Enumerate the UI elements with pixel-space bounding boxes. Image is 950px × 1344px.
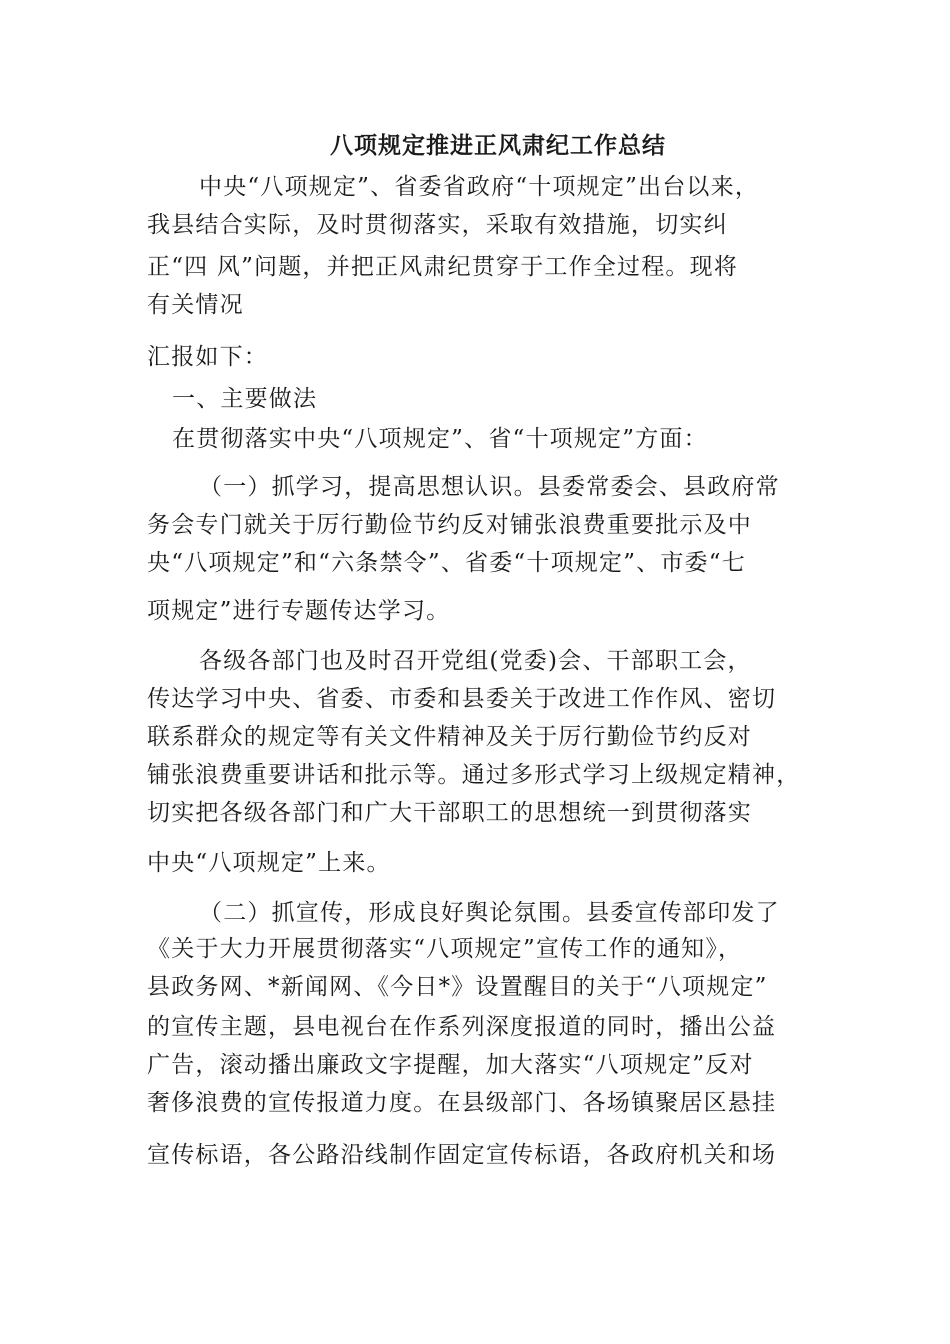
paragraph-line: 的宣传主题，县电视台在作系列深度报道的同时，播出公益: [147, 1014, 777, 1040]
paragraph-line: 宣传标语，各公路沿线制作固定宣传标语，各政府机关和场: [147, 1142, 777, 1168]
paragraph-line: 联系群众的规定等有关文件精神及关于厉行勤俭节约反对: [147, 724, 752, 750]
document-title: 八项规定推进正风肃纪工作总结: [330, 132, 666, 159]
paragraph-line: 铺张浪费重要讲话和批示等。通过多形式学习上级规定精神，: [147, 762, 801, 788]
subsection-heading-2: （二）抓宣传，形成良好舆论氛围。县委宣传部印发了: [199, 900, 780, 926]
paragraph-line: 汇报如下：: [147, 344, 268, 370]
paragraph-line: 项规定”进行专题传达学习。: [147, 598, 451, 624]
paragraph-line: 县政务网、*新闻网、《今日*》设置醒目的关于“八项规定”: [147, 974, 768, 1000]
paragraph-line: 我县结合实际，及时贯彻落实，采取有效措施，切实纠: [147, 212, 728, 238]
paragraph-line: 广告，滚动播出廉政文字提醒，加大落实“八项规定”反对: [147, 1052, 754, 1078]
paragraph-line: 在贯彻落实中央“八项规定”、省“十项规定”方面：: [172, 426, 708, 452]
paragraph-line: 中央“八项规定”上来。: [147, 850, 391, 876]
paragraph-line: 央“八项规定”和“六条禁令”、省委“十项规定”、市委“七: [147, 550, 746, 576]
paragraph-line: 切实把各级各部门和广大干部职工的思想统一到贯彻落实: [147, 800, 752, 826]
paragraph-line: 中央“八项规定”、省委省政府“十项规定”出台以来，: [199, 174, 760, 200]
paragraph-line: 各级各部门也及时召开党组(党委)会、干部职工会，: [199, 648, 752, 674]
paragraph-line: 传达学习中央、省委、市委和县委关于改进工作作风、密切: [147, 686, 777, 712]
paragraph-line: 《关于大力开展贯彻落实“八项规定”宣传工作的通知》，: [147, 936, 743, 962]
paragraph-line: 正“四 风”问题，并把正风肃纪贯穿于工作全过程。现将: [147, 254, 739, 280]
section-heading: 一、主要做法: [172, 386, 318, 412]
paragraph-line: 有关情况: [147, 292, 244, 318]
paragraph-line: 务会专门就关于厉行勤俭节约反对铺张浪费重要批示及中: [147, 512, 752, 538]
paragraph-line: 奢侈浪费的宣传报道力度。在县级部门、各场镇聚居区悬挂: [147, 1090, 777, 1116]
subsection-heading-1: （一）抓学习，提高思想认识。县委常委会、县政府常: [199, 474, 780, 500]
